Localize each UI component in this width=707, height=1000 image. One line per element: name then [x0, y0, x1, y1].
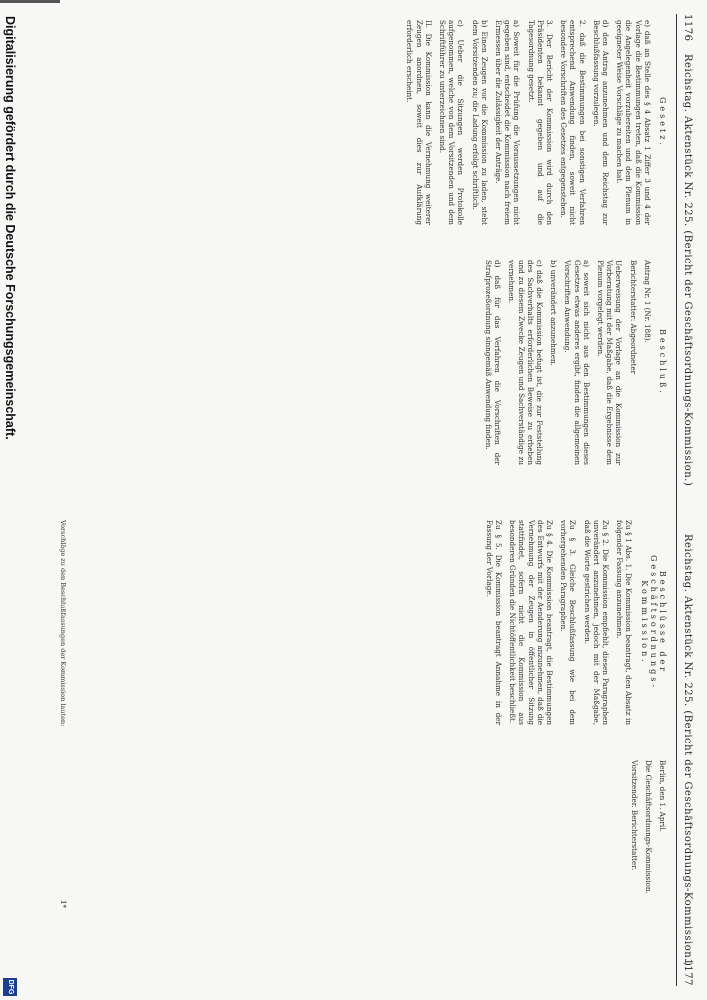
- column-signature: [624, 760, 667, 965]
- paragraph: Zu § 2. Die Kommission empfiehlt, diesen Paragraphen unverändert anzunehmen, jedoch mit der Maßgabe, daß die Worte gestrichen werden.: [582, 520, 610, 725]
- dfg-logo-icon: DFG: [3, 978, 17, 996]
- paragraph: Zu § 3. Gleiche Beschlußfassung wie bei dem vorhergehenden Paragraphen.: [559, 520, 578, 725]
- column-kommission: [480, 520, 667, 725]
- paragraph: d) daß für das Verfahren die Vorschriften der Strafprozeßordnung sinngemäß Anwendung finden.: [483, 260, 503, 465]
- paragraph: b) unverändert anzunehmen.: [549, 260, 559, 366]
- paragraph: II. Die Kommission kann die Vernehmung weiterer Zeugen anordnen, soweit dies zur Aufklärung erforderlich erscheint.: [405, 20, 433, 225]
- paragraph: Zu § 5. Die Kommission beantragt Annahme in der Fassung der Vorlage.: [484, 520, 503, 725]
- column-title: Beschluß.: [658, 329, 667, 396]
- paragraph: Ueberweisung der Vorlage an die Kommission zur Vorberatung mit der Maßgabe, daß die Ergebnisse dem Plenum vorgelegt werden.: [595, 260, 624, 465]
- paragraph: c) daß die Kommission befugt ist, die zur Feststellung des Sachverhalts erforderlichen Beweise zu erheben und zu diesem Zwecke Zeugen und Sachverständige zu vernehmen.: [507, 260, 544, 465]
- column-beschluss: [479, 260, 667, 465]
- paragraph: 2. daß die Bestimmungen bei sonstigen Verfahren entsprechend Anwendung finden, soweit nicht besondere Vorschriften des Gesetzes entgegenstehen.: [559, 20, 587, 225]
- paragraph: d) den Antrag anzunehmen und dem Reichstag zur Beschlußfassung vorzulegen.: [591, 20, 610, 225]
- paragraph: e) daß an Stelle des § 4 Absatz 1 Ziffer 3 und 4 der Vorlage die Bestimmungen treten, daß die Kommission die Angelegenheit vorzubereiten und dem Plenum in geeigneter Weise Vorschläge zu machen hat.: [615, 20, 652, 225]
- footer-text: Digitalisierung gefördert durch die Deutsche Forschungsgemeinschaft.: [3, 16, 17, 440]
- paragraph: Berichterstatter: Abgeordneter: [628, 260, 638, 375]
- page-number-right: 1177: [682, 958, 693, 986]
- footnote: Vorschläge zu den Beschlußfassungen der Kommission lauten:: [59, 520, 67, 727]
- paragraph: Die Geschäftsordnungs-Kommission.: [643, 760, 653, 894]
- header-title-left: Reichstag. Aktenstück Nr. 225. (Bericht der Geschäftsordnungs-Kommission.): [682, 54, 693, 487]
- paragraph: b) Einen Zeugen vor die Kommission zu laden, steht dem Vorsitzenden zu; die Ladung erfolgt schriftlich.: [470, 20, 489, 225]
- paragraph: a) Soweit für die Prüfung die Voraussetzungen nicht gegeben sind, entscheidet die Kommission nach freiem Ermessen über die Zulässigkeit der Anträge.: [493, 20, 522, 225]
- page-number-left: 1176: [682, 14, 693, 42]
- reference-number: 1*: [59, 900, 67, 908]
- paragraph: Vorsitzender. Berichterstatter.: [629, 760, 639, 871]
- column-title: Beschlüsse der Geschäftsordnungs-Kommission.: [639, 554, 667, 691]
- digitization-footer: [0, 0, 17, 1000]
- paragraph: a) soweit sich nicht aus den Bestimmungen dieses Gesetzes etwas anderes ergibt, finden die allgemeinen Vorschriften Anwendung.: [563, 260, 591, 465]
- paragraph: Berlin, den 1. April.: [658, 760, 667, 832]
- column-gesetz: [400, 20, 667, 225]
- header-rule: [676, 14, 677, 986]
- paragraph: Zu § 4. Die Kommission beantragt, die Bestimmungen des Entwurfs mit der Aenderung anzunehmen, daß die Vernehmung der Zeugen in öffentlicher Sitzung stattfindet, sofern nicht die Kommission aus besonderen Gründen die Nichtöffentlichkeit beschließt.: [508, 520, 554, 725]
- column-title: Gesetz.: [658, 97, 667, 148]
- paragraph: Zu § 1 Abs. 1. Die Kommission beantragt, den Absatz in folgender Fassung anzunehmen.: [615, 520, 634, 725]
- paragraph: Antrag Nr. 1 (Nr. 188).: [642, 260, 652, 343]
- paragraph: 3. Der Bericht der Kommission wird durch den Präsidenten bekannt gegeben und auf die Tagesordnung gesetzt.: [526, 20, 554, 225]
- header-title-right: Reichstag. Aktenstück Nr. 225. (Bericht der Geschäftsordnungs-Kommission.): [682, 534, 693, 967]
- paragraph: c) Ueber die Sitzungen werden Protokolle aufgenommen, welche von dem Vorsitzenden und dem Schriftführer zu unterzeichnen sind.: [437, 20, 466, 225]
